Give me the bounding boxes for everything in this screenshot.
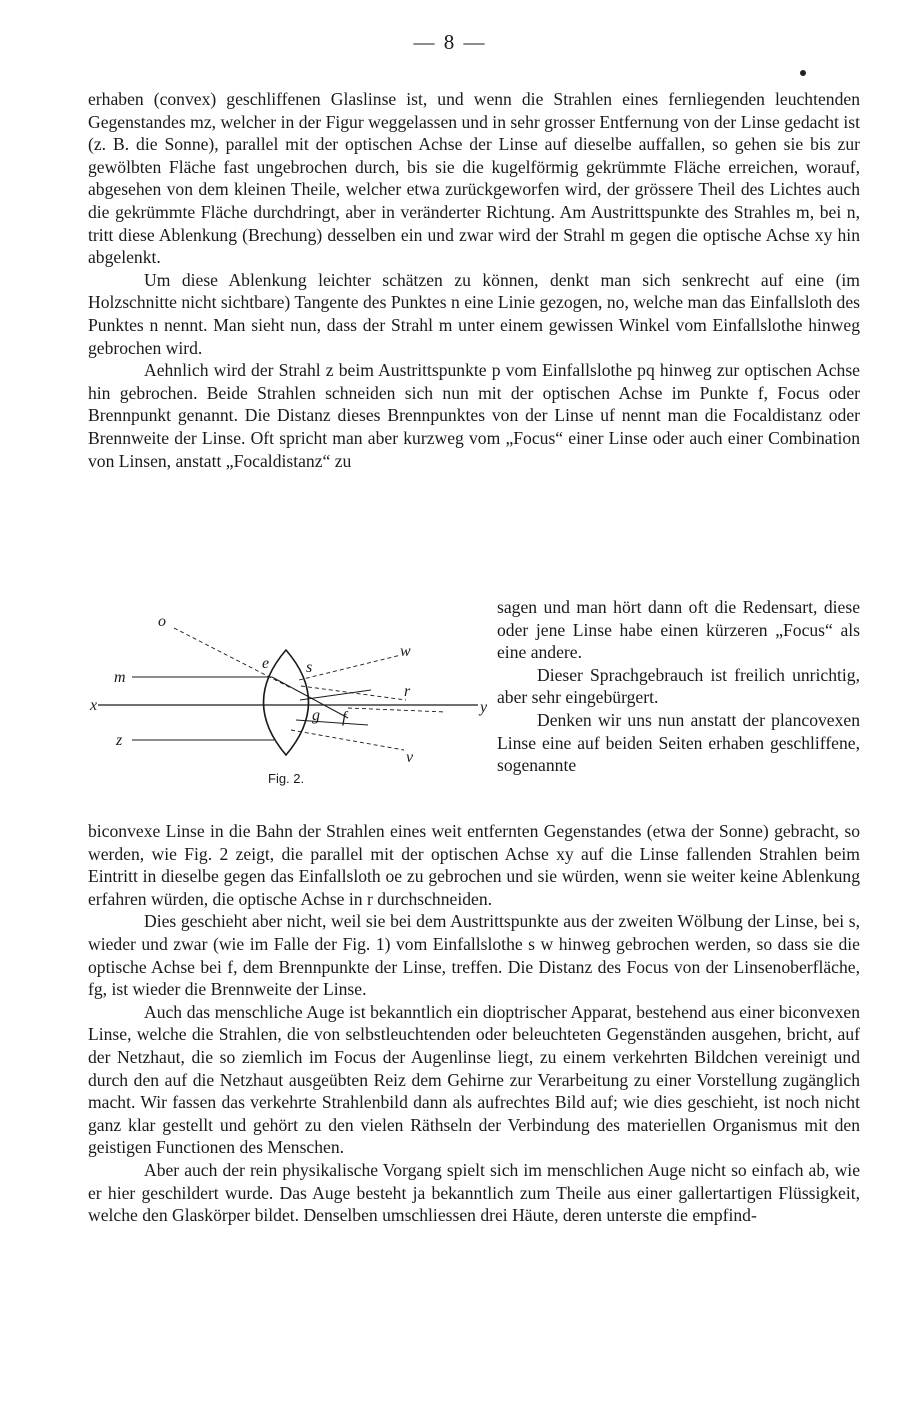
label-y: y: [480, 699, 488, 716]
ray-lower-extension: [296, 720, 368, 725]
page-number: — 8 —: [413, 30, 487, 54]
paragraph: Denken wir uns nun anstatt der plancovexen Linse eine auf beiden Seiten erhaben geschliffene, sogenannte: [497, 709, 860, 776]
label-w: w: [400, 643, 411, 660]
text-block-bottom: [88, 820, 860, 1227]
paragraph: sagen und man hört dann oft die Redensart, diese oder jene Linse habe einen kürzeren „Focus“ als eine andere.: [497, 597, 860, 663]
label-z: z: [116, 732, 123, 749]
normal-sw: [299, 655, 401, 680]
biconvex-lens: [264, 650, 309, 755]
paragraph: erhaben (convex) geschliffenen Glaslinse ist, und wenn die Strahlen eines fernliegenden leuchtenden Gegenstandes mz, welcher in der Figur weggelassen und in sehr grosser Entfernung von der Linse gedacht ist (z. B. die Sonne), parallel mit der optischen Achse der Linse auf dieselbe auffallen, so gehen sie bis zur gewölbten Fläche fast ungebrochen durch, bis sie die kugelförmig gekrümmte Fläche erreichen, worauf, abgesehen von dem kleinen Theile, welcher etwa zurückgeworfen wird, der grössere Theil des Lichtes auch die gekrümmte Fläche durchdringt, aber in veränderter Richtung. Am Austrittspunkte des Strahles m, bei n, tritt diese Ablenkung (Brechung) desselben ein und zwar wird der Strahl m gegen die optische Achse xy hin abgelenkt.: [88, 89, 860, 268]
label-e: e: [262, 655, 270, 672]
label-m: m: [114, 669, 126, 686]
label-x: x: [90, 697, 98, 714]
paragraph: Dieser Sprachgebrauch ist freilich unrichtig, aber sehr eingebürgert.: [497, 664, 860, 708]
label-r: r: [404, 683, 411, 700]
text-beside-figure: [497, 596, 860, 777]
text-block-top: [88, 88, 860, 472]
dashed-ray-v: [291, 730, 404, 750]
figure-2-lens-diagram: [86, 600, 498, 800]
ray-upper-extension: [300, 690, 371, 700]
paragraph: Aehnlich wird der Strahl z beim Austrittspunkte p vom Einfallslothe pq hinweg zur optischen Achse hin gebrochen. Beide Strahlen schneiden sich nun mit der optischen Achse im Punkte f, Focus oder Brennpunkt genannt. Die Distanz dieses Brennpunktes von der Linse uf nennt man die Focaldistanz oder Brennweite der Linse. Oft spricht man aber kurzweg vom „Focus“ einer Linse oder auch einer Combination von Linsen, anstatt „Focaldistanz“ zu: [88, 360, 860, 471]
label-f: f: [342, 709, 347, 726]
paragraph: Dies geschieht aber nicht, weil sie bei dem Austrittspunkte aus der zweiten Wölbung der Linse, bei s, wieder und zwar (wie im Falle der Fig. 1) vom Einfallslothe s w hinweg gebrochen werden, so dass sie die optische Achse bei f, dem Brennpunkte der Linse, treffen. Die Distanz des Focus von der Linsenoberfläche, fg, ist wieder die Brennweite der Linse.: [88, 911, 860, 1000]
paragraph: Aber auch der rein physikalische Vorgang spielt sich im menschlichen Auge nicht so einfach ab, wie er hier geschildert wurde. Das Auge besteht ja bekanntlich zum Theile aus einer gallertartigen Flüssigkeit, welche den Glaskörper bildet. Denselben umschliessen drei Häute, deren unterste die empfind-: [88, 1159, 860, 1226]
dashed-ray-y: [348, 708, 446, 712]
label-v: v: [406, 749, 414, 766]
label-g: g: [312, 707, 320, 724]
normal-oe: [174, 628, 291, 688]
paragraph: Um diese Ablenkung leichter schätzen zu können, denkt man sich senkrecht auf eine (im Holzschnitte nicht sichtbare) Tangente des Punktes n eine Linie gezogen, no, welche man das Einfallsloth des Punktes n nennt. Man sieht nun, dass der Strahl m unter einem gewissen Winkel vom Einfallslothe hinweg gebrochen wird.: [88, 269, 860, 358]
label-o: o: [158, 613, 166, 630]
lens-diagram-svg: [86, 600, 498, 800]
ink-speck: [800, 70, 806, 76]
figure-caption: Fig. 2.: [268, 771, 305, 786]
ray-to-focus-upper: [272, 677, 348, 718]
label-s: s: [306, 659, 313, 676]
paragraph: Auch das menschliche Auge ist bekanntlich ein dioptrischer Apparat, bestehend aus einer biconvexen Linse, welche die Strahlen, die von selbstleuchtenden oder beleuchteten Gegenständen ausgehen, bricht, auf der Netzhaut, die so ziemlich im Focus der Augenlinse liegt, zu einem verkehrten Bildchen vereinigt und durch den auf die Netzhaut ausgeübten Reiz dem Gehirne zur Verarbeitung zu einer Vorstellung zugänglich macht. Wir fassen das verkehrte Strahlenbild dann als aufrechtes Bild auf; wie dies geschieht, ist noch nicht ganz klar gestellt und gehört zu den vielen Räthseln der Verbindung des materiellen Organismus mit den geistigen Functionen des Menschen.: [88, 1001, 860, 1158]
paragraph: biconvexe Linse in die Bahn der Strahlen eines weit entfernten Gegenstandes (etwa der Sonne) gebracht, so werden, wie Fig. 2 zeigt, die parallel mit der optischen Achse xy auf die Linse fallenden Strahlen beim Eintritt in dieselbe gegen das Einfallsloth oe zu gebrochen und sie würden, wenn sie weiter keine Ablenkung erfahren würden, die optische Achse in r durchschneiden.: [88, 821, 860, 909]
